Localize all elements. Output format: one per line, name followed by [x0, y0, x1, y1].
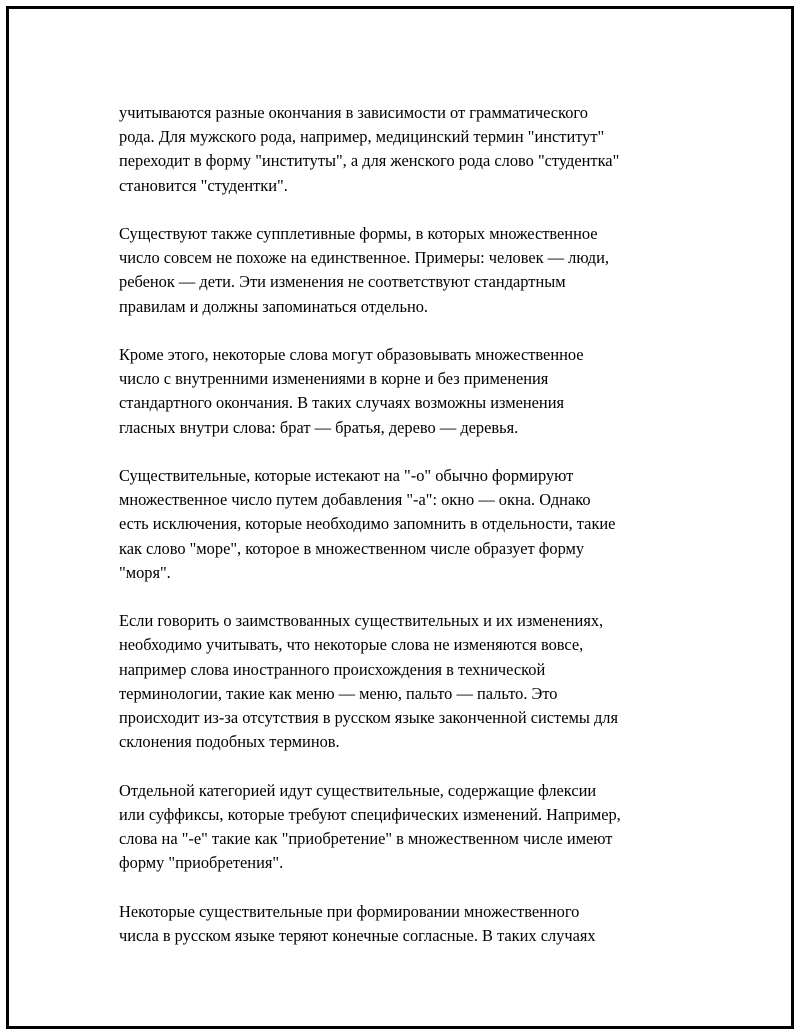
text-line: происходит из-за отсутствия в русском языке законченной системы для — [119, 708, 619, 728]
text-line: множественное число путем добавления "-а": окно — окна. Однако — [119, 490, 591, 510]
text-line: Некоторые существительные при формировании множественного — [119, 901, 580, 921]
text-line: переходит в форму "институты", а для женского рода слово "студентка" — [119, 151, 620, 171]
text-line: правилам и должны запоминаться отдельно. — [119, 296, 429, 316]
text-line: или суффиксы, которые требуют специфических изменений. Например, — [119, 804, 621, 824]
text-line: склонения подобных терминов. — [119, 732, 340, 752]
text-line: Существительные, которые истекают на "-о" обычно формируют — [119, 466, 574, 485]
paragraph-7 — [119, 900, 705, 948]
paragraph-5 — [119, 609, 705, 754]
text-line: становится "студентки". — [119, 175, 288, 195]
document-body — [119, 101, 705, 972]
paragraph-6 — [119, 779, 705, 876]
text-line: есть исключения, которые необходимо запомнить в отдельности, такие — [119, 514, 616, 534]
text-line: ребенок — дети. Эти изменения не соответствуют стандартным — [119, 272, 566, 292]
text-line: необходимо учитывать, что некоторые слова не изменяются вовсе, — [119, 635, 584, 655]
text-line: Если говорить о заимствованных существительных и их изменениях, — [119, 611, 604, 631]
text-line: учитываются разные окончания в зависимости от грамматического — [119, 103, 588, 122]
text-line: слова на "-е" такие как "приобретение" в множественном числе имеют — [119, 829, 613, 849]
text-line: форму "приобретения". — [119, 853, 284, 873]
text-line: Существуют также супплетивные формы, в которых множественное — [119, 224, 598, 243]
text-line: как слово "море", которое в множественном числе образует форму — [119, 538, 585, 558]
page-frame — [6, 6, 794, 1029]
text-line: например слова иностранного происхождения в технической — [119, 659, 546, 679]
text-line: "моря". — [119, 562, 171, 582]
text-line: число совсем не похоже на единственное. Примеры: человек — люди, — [119, 248, 609, 268]
paragraph-3 — [119, 343, 705, 440]
paragraph-4 — [119, 464, 705, 585]
paragraph-1 — [119, 101, 705, 198]
text-line: терминологии, такие как меню — меню, пальто — пальто. Это — [119, 683, 558, 703]
text-line: гласных внутри слова: брат — братья, дерево — деревья. — [119, 417, 519, 437]
text-line: рода. Для мужского рода, например, медицинский термин "институт" — [119, 127, 605, 147]
text-line: Отдельной категорией идут существительные, содержащие флексии — [119, 780, 597, 800]
paragraph-2 — [119, 222, 705, 319]
text-line: Кроме этого, некоторые слова могут образовывать множественное — [119, 345, 584, 364]
text-line: число с внутренними изменениями в корне и без применения — [119, 369, 549, 389]
text-line: стандартного окончания. В таких случаях возможны изменения — [119, 393, 565, 413]
text-line: числа в русском языке теряют конечные согласные. В таких случаях — [119, 925, 596, 945]
